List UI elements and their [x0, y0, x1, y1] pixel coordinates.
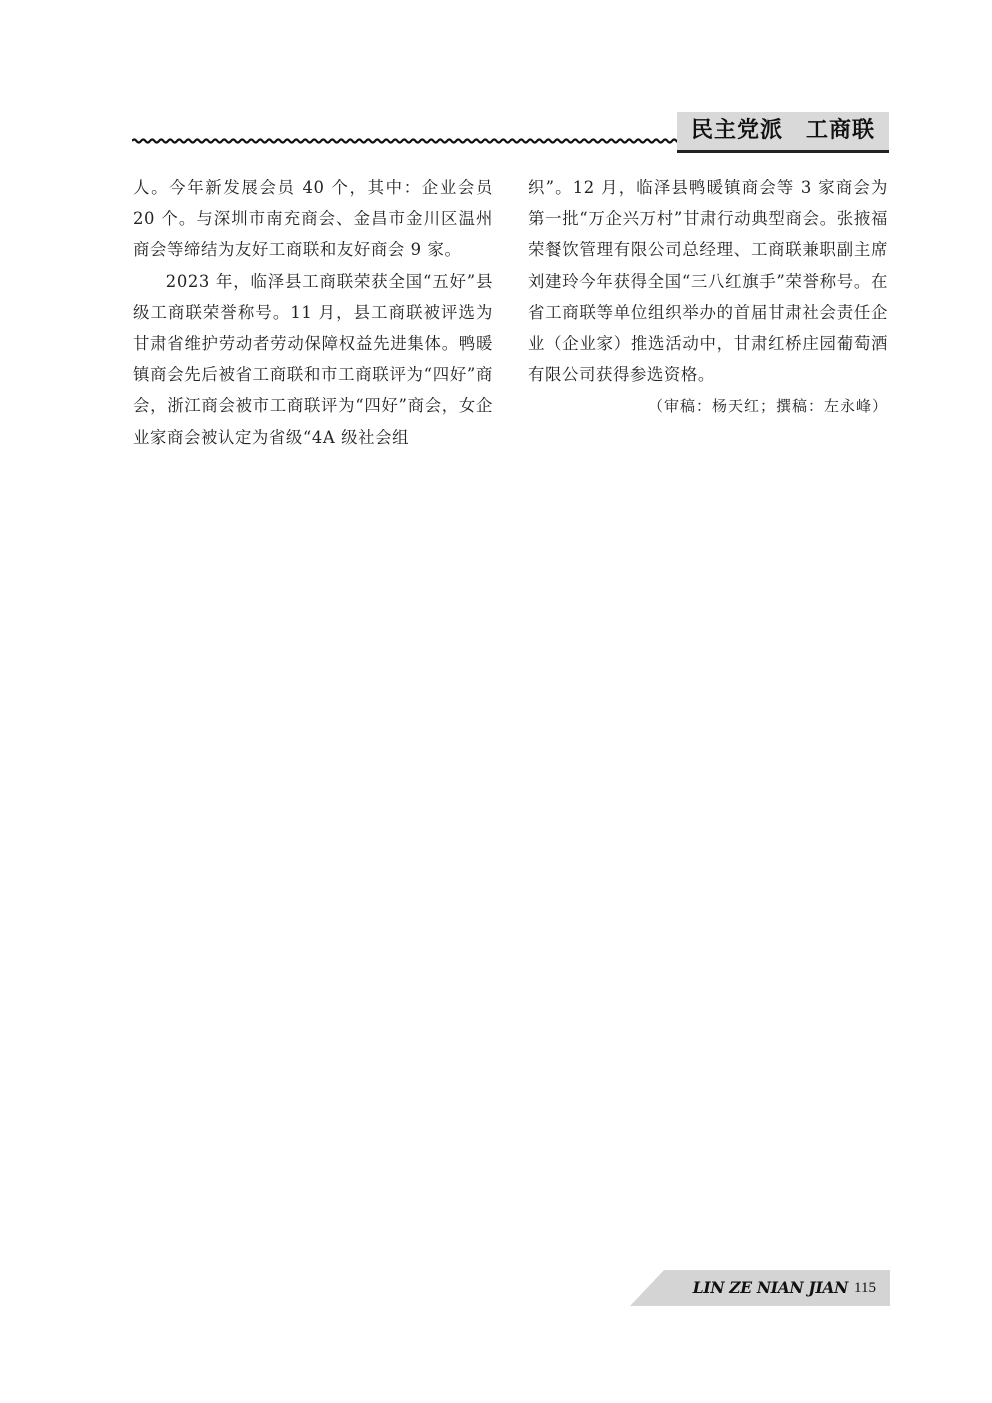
right-column	[528, 172, 888, 420]
page-number: 115	[854, 1280, 876, 1296]
left-column	[133, 172, 493, 453]
paragraph: 人。今年新发展会员 40 个，其中：企业会员 20 个。与深圳市南充商会、金昌市金川区温州商会等缔结为友好工商联和友好商会 9 家。	[133, 178, 493, 260]
wavy-divider	[132, 134, 677, 148]
paragraph: 织”。12 月，临泽县鸭暖镇商会等 3 家商会为第一批“万企兴万村”甘肃行动典型商会。张掖福荣餐饮管理有限公司总经理、工商联兼职副主席刘建玲今年获得全国“三八红旗手”荣誉称号。在省工商联等单位组织举办的首届甘肃社会责任企业（企业家）推选活动中，甘肃红桥庄园葡萄酒有限公司获得参选资格。	[528, 178, 888, 385]
journal-name: LIN ZE NIAN JIAN	[692, 1278, 848, 1297]
page-footer	[630, 1270, 890, 1306]
author-credit: （审稿：杨天红；撰稿：左永峰）	[647, 397, 888, 416]
paragraph: 2023 年，临泽县工商联荣获全国“五好”县级工商联荣誉称号。11 月，县工商联被评选为甘肃省维护劳动者劳动保障权益先进集体。鸭暖镇商会先后被省工商联和市工商联评为“四好”商会，浙江商会被市工商联评为“四好”商会，女企业家商会被认定为省级“4A 级社会组	[133, 271, 493, 447]
page-header	[132, 112, 889, 152]
section-title: 民主党派 工商联	[677, 112, 889, 153]
